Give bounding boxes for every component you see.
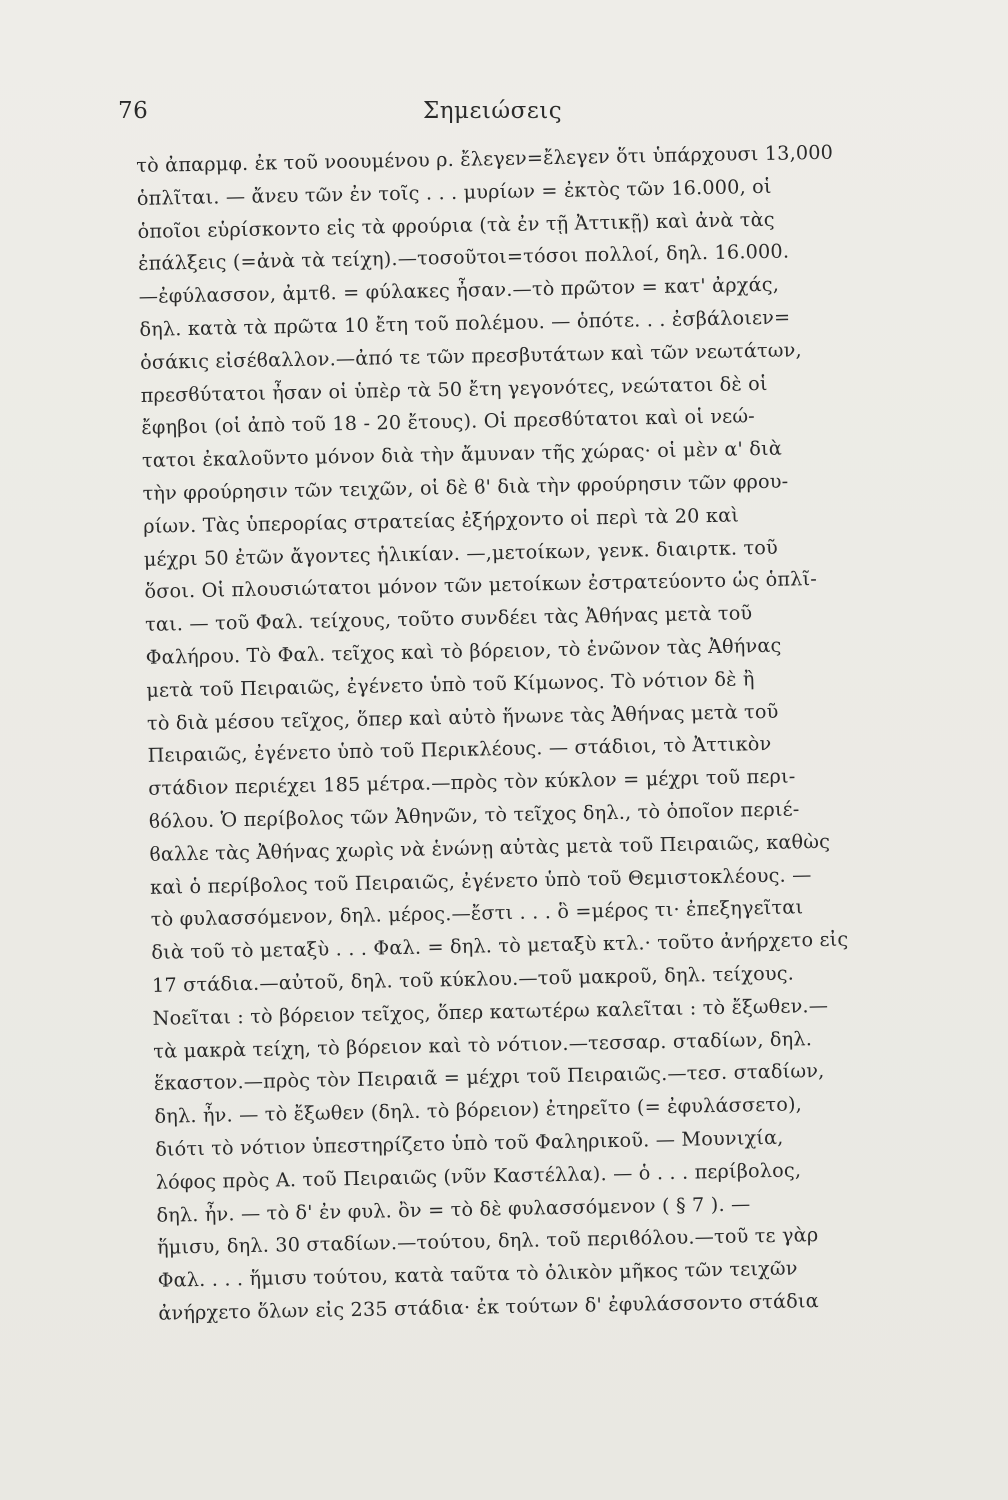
text-line: μετὰ τοῦ Πειραιῶς, ἐγένετο ὑπὸ τοῦ Κίμωνος. Τὸ νότιον δὲ ἢ — [146, 666, 755, 702]
text-line: 17 στάδια.—αὐτοῦ, δηλ. τοῦ κύκλου.—τοῦ μακροῦ, δηλ. τείχους. — [151, 961, 795, 997]
text-line: τὰ μακρὰ τείχη, τὸ βόρειον καὶ τὸ νότιον.—τεσσαρ. σταδίων, δηλ. — [153, 1026, 813, 1063]
running-head — [118, 98, 878, 132]
text-line: ὁποῖοι εὑρίσκοντο εἰς τὰ φρούρια (τὰ ἐν τῇ Ἀττικῇ) καὶ ἀνὰ τὰς — [137, 207, 775, 243]
text-line: δηλ. κατὰ τὰ πρῶτα 10 ἔτη τοῦ πολέμου. — ὁπότε. . . ἐσβάλοιεν= — [139, 305, 791, 341]
text-line: Φαλ. . . . ἥμισυ τούτου, κατὰ ταῦτα τὸ ὁλικὸν μῆκος τῶν τειχῶν — [157, 1256, 798, 1292]
text-line: ρίων. Τὰς ὑπερορίας στρατείας ἐξήρχοντο οἱ περὶ τὰ 20 καὶ — [143, 503, 740, 538]
text-line: ἕκαστον.—πρὸς τὸν Πειραιᾶ = μέχρι τοῦ Πειραιῶς.—τεσ. σταδίων, — [153, 1059, 825, 1096]
text-line: ϐόλου. Ὁ περίβολος τῶν Ἀθηνῶν, τὸ τεῖχος δηλ., τὸ ὁποῖον περιέ- — [148, 797, 800, 833]
text-line: Νοεῖται : τὸ βόρειον τεῖχος, ὅπερ κατωτέρω καλεῖται : τὸ ἔξωθεν.— — [152, 993, 829, 1030]
text-line: ἀνήρχετο ὅλων εἰς 235 στάδια· ἐκ τούτων δ' ἐφυλάσσοντο στάδια — [158, 1288, 819, 1325]
text-line: διὰ τοῦ τὸ μεταξὺ . . . Φαλ. = δηλ. τὸ μεταξὺ κτλ.· τοῦτο ἀνήρχετο εἰς — [151, 927, 849, 964]
text-line: καὶ ὁ περίβολος τοῦ Πειραιῶς, ἐγένετο ὑπὸ τοῦ Θεμιστοκλέους. — — [149, 862, 812, 899]
text-line: πρεσϐύτατοι ἦσαν οἱ ὑπὲρ τὰ 50 ἔτη γεγονότες, νεώτατοι δὲ οἱ — [140, 371, 768, 407]
page-number: 76 — [118, 98, 149, 124]
text-line: ἥμισυ, δηλ. 30 σταδίων.—τούτου, δηλ. τοῦ περιϐόλου.—τοῦ τε γὰρ — [156, 1223, 819, 1260]
text-line: ἔφηβοι (οἱ ἀπὸ τοῦ 18 - 20 ἔτους). Οἱ πρεσϐύτατοι καὶ οἱ νεώ- — [141, 404, 756, 440]
text-line: Φαλήρου. Τὸ Φαλ. τεῖχος καὶ τὸ βόρειον, τὸ ἑνῶνον τὰς Ἀθήνας — [145, 633, 782, 669]
text-line: ὁπλῖται. — ἄνευ τῶν ἐν τοῖς . . . μυρίων = ἐκτὸς τῶν 16.000, οἱ — [136, 174, 772, 210]
text-line: δηλ. ἦν. — τὸ δ' ἐν φυλ. ὂν = τὸ δὲ φυλασσόμενον ( § 7 ). — — [156, 1191, 751, 1227]
text-line: τὴν φρούρησιν τῶν τειχῶν, οἱ δὲ ϐ' διὰ τὴν φρούρησιν τῶν φρου- — [142, 469, 789, 505]
text-line: Πειραιῶς, ἐγένετο ὑπὸ τοῦ Περικλέους. — στάδιοι, τὸ Ἀττικὸν — [147, 732, 772, 768]
text-line: τὸ ἀπαρμφ. ἐκ τοῦ νοουμένου ρ. ἔλεγεν=ἔλεγεν ὅτι ὑπάρχουσι 13,000 — [136, 140, 834, 177]
text-line: ϐαλλε τὰς Ἀθήνας χωρὶς νὰ ἑνώνῃ αὐτὰς μετὰ τοῦ Πειραιῶς, καθὼς — [149, 829, 831, 866]
text-line: λόφος πρὸς Α. τοῦ Πειραιῶς (νῦν Καστέλλα). — ὁ . . . περίβολος, — [155, 1158, 802, 1194]
text-line: διότι τὸ νότιον ὑπεστηρίζετο ὑπὸ τοῦ Φαληρικοῦ. — Μουνιχία, — [154, 1125, 784, 1161]
text-line: τὸ διὰ μέσου τεῖχος, ὅπερ καὶ αὐτὸ ἥνωνε τὰς Ἀθήνας μετὰ τοῦ — [146, 699, 779, 735]
text-line: στάδιον περιέχει 185 μέτρα.—πρὸς τὸν κύκλον = μέχρι τοῦ περι- — [148, 764, 796, 801]
text-line: τὸ φυλασσόμενον, δηλ. μέρος.—ἔστι . . . ὃ =μέρος τι· ἐπεξηγεῖται — [150, 895, 804, 932]
text-line: ὅσοι. Οἱ πλουσιώτατοι μόνον τῶν μετοίκων ἐστρατεύοντο ὡς ὁπλῖ- — [144, 567, 818, 604]
notes-body — [136, 135, 919, 1330]
text-line: δηλ. ἦν. — τὸ ἔξωθεν (δηλ. τὸ βόρειον) ἐτηρεῖτο (= ἐφυλάσσετο), — [154, 1092, 803, 1128]
text-line: μέχρι 50 ἐτῶν ἄγοντες ἡλικίαν. —,μετοίκων, γενκ. διαιρτκ. τοῦ — [143, 535, 779, 571]
text-line: —ἐφύλασσον, ἀμτϐ. = φύλακες ἦσαν.—τὸ πρῶτον = κατ' ἀρχάς, — [138, 272, 780, 309]
text-line: τατοι ἐκαλοῦντο μόνον διὰ τὴν ἄμυναν τῆς χώρας· οἱ μὲν α' διὰ — [141, 436, 783, 473]
text-line: ὁσάκις εἰσέϐαλλον.—ἀπό τε τῶν πρεσβυτάτων καὶ τῶν νεωτάτων, — [139, 338, 803, 374]
text-line: ἐπάλξεις (=ἀνὰ τὰ τείχη).—τοσοῦτοι=τόσοι πολλοί, δηλ. 16.000. — [137, 239, 790, 276]
text-line: ται. — τοῦ Φαλ. τείχους, τοῦτο συνδέει τὰς Ἀθήνας μετὰ τοῦ — [144, 601, 753, 637]
page-title: Σημειώσεις — [423, 98, 563, 124]
